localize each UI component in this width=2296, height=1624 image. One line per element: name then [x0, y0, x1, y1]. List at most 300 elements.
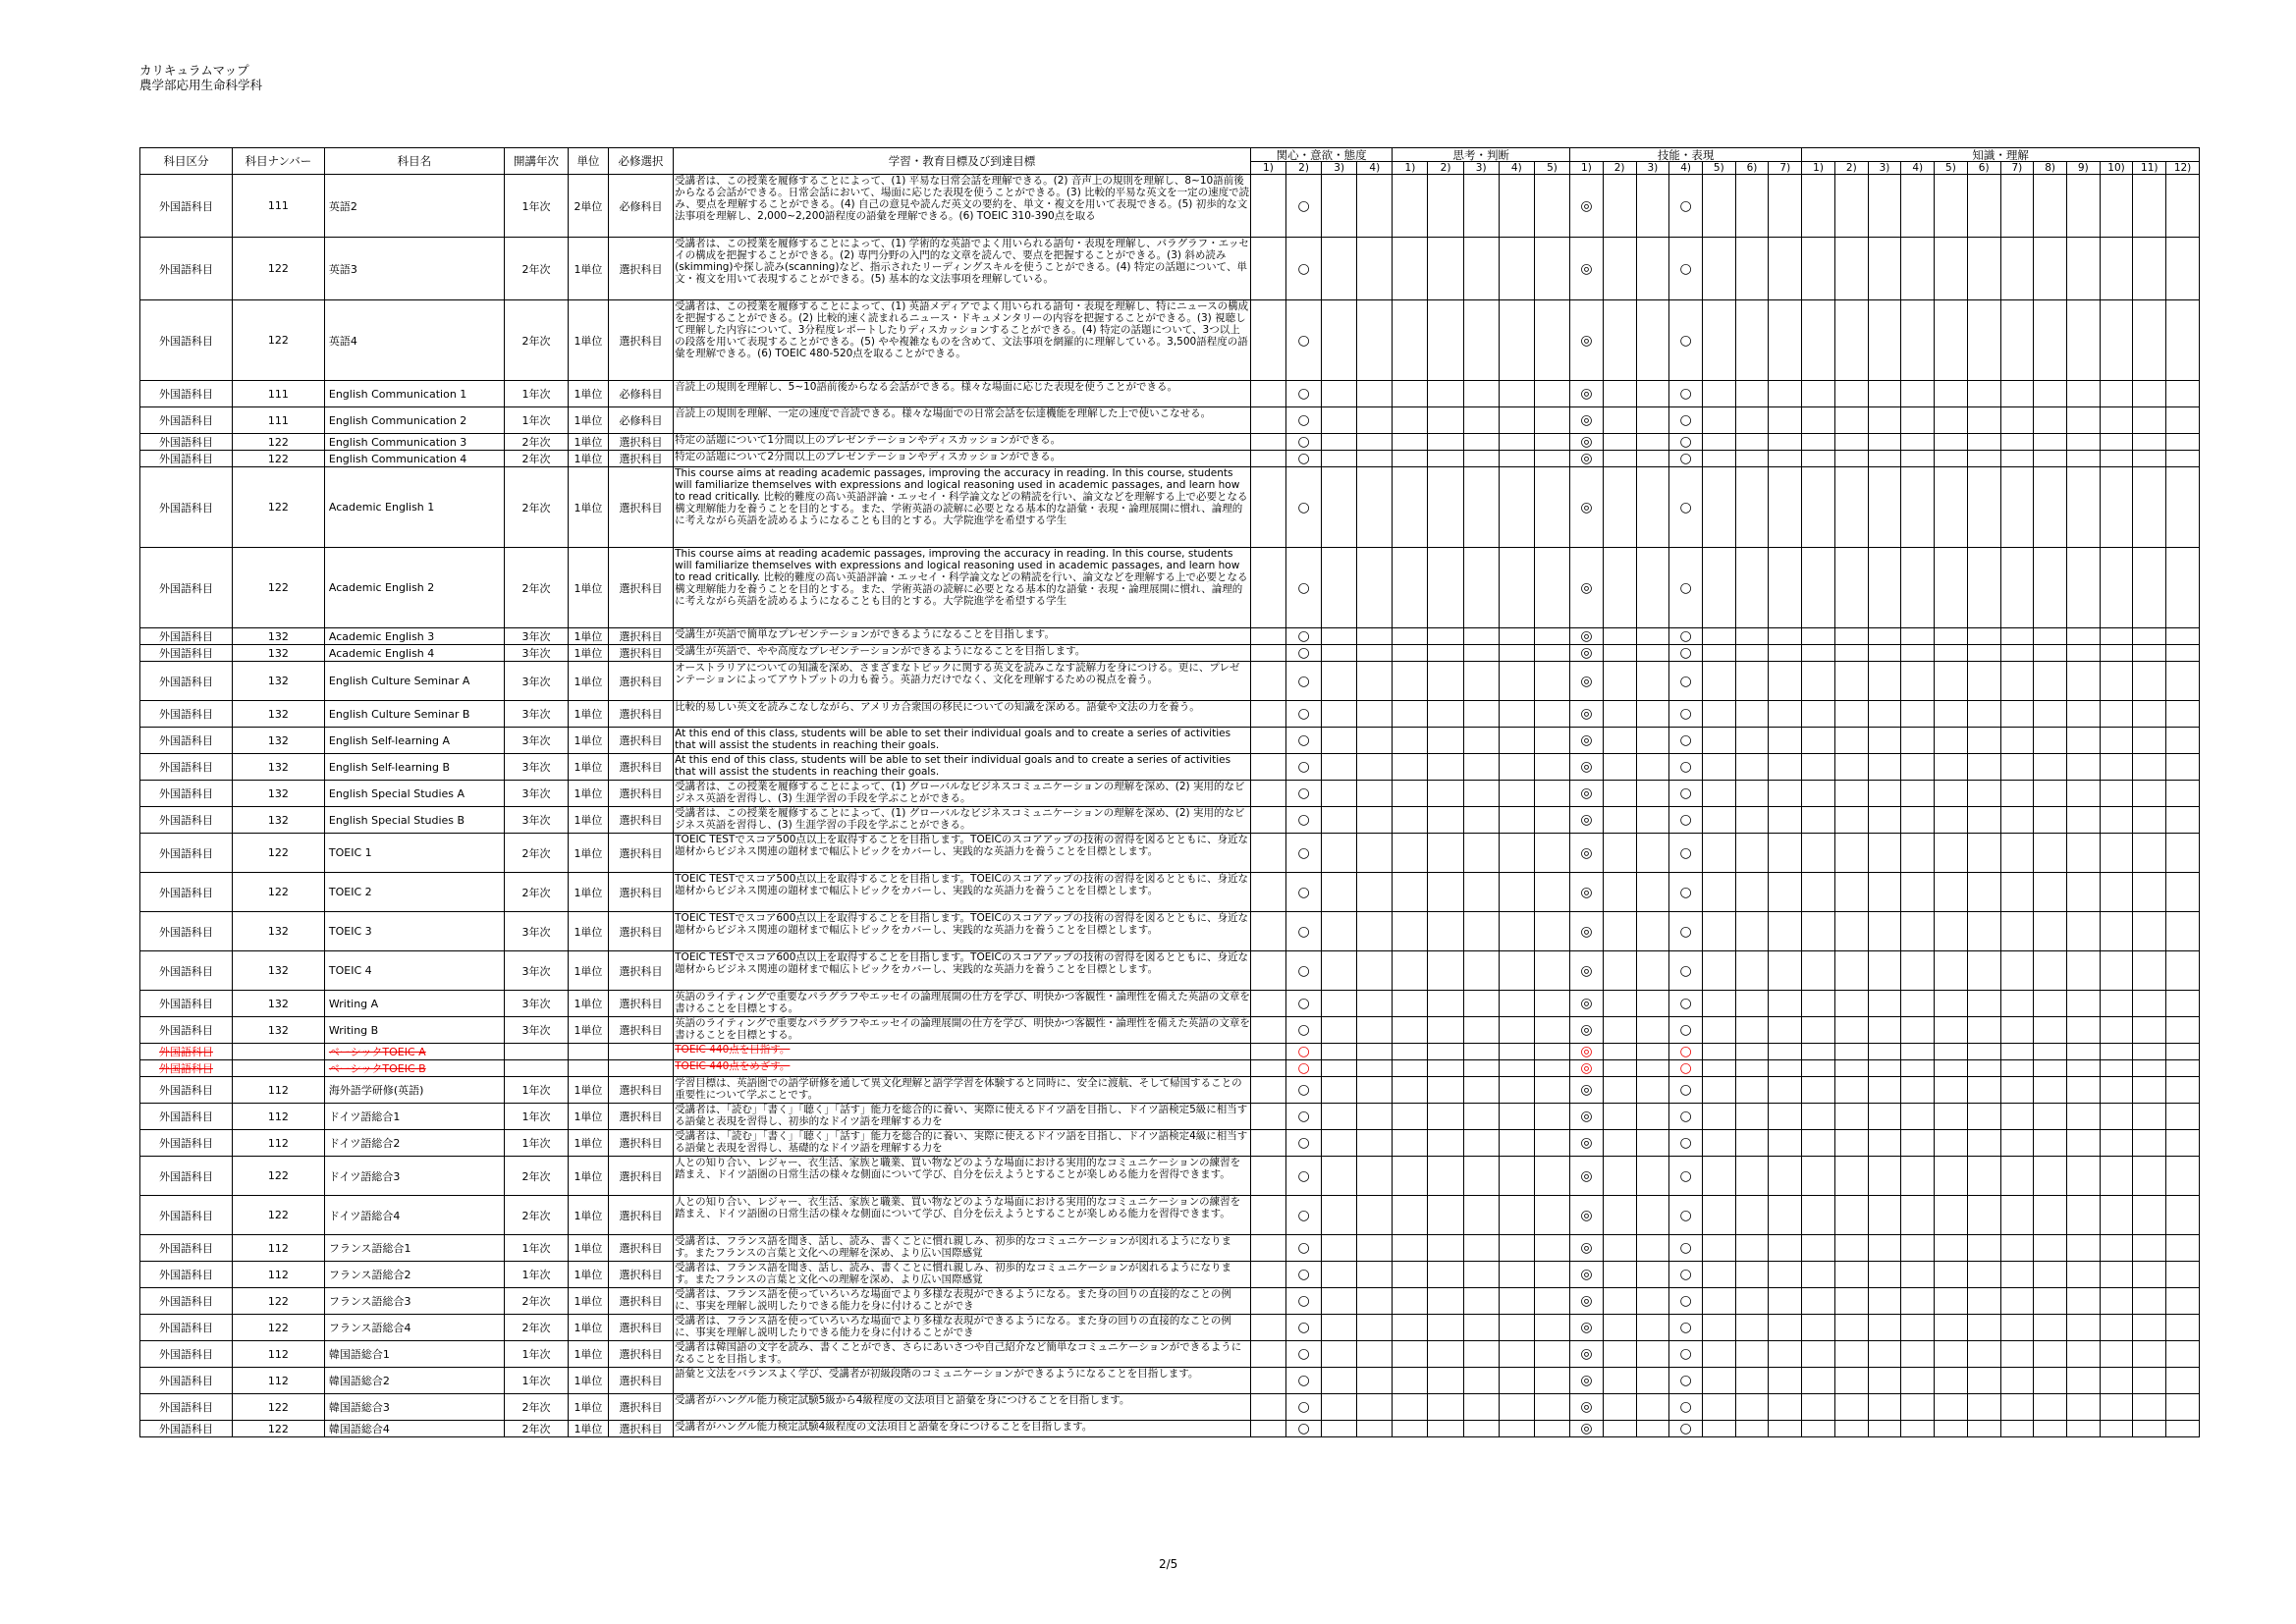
- mark-cell: [1463, 1288, 1499, 1315]
- cell-year: 1年次: [504, 175, 568, 238]
- mark-cell: [1428, 754, 1463, 781]
- mark-cell: [1357, 1315, 1393, 1341]
- mark-cell: [1463, 1196, 1499, 1235]
- mark-cell: [2000, 754, 2034, 781]
- mark-cell: [1603, 873, 1636, 912]
- mark-cell: [1499, 407, 1534, 434]
- mark-cell: [1967, 873, 2000, 912]
- mark-cell: [1636, 951, 1669, 991]
- mark-cell: [1967, 645, 2000, 662]
- mark-symbol: ◎: [1580, 1373, 1593, 1388]
- cell-goals: [674, 645, 1251, 662]
- mark-cell: [1603, 1341, 1636, 1368]
- mark-cell: [1636, 834, 1669, 873]
- cell-kubun: 外国語科目: [140, 1394, 233, 1421]
- mark-cell: [1463, 434, 1499, 451]
- mark-cell: [1285, 1394, 1321, 1421]
- doc-subtitle: 農学部応用生命科学科: [139, 78, 263, 92]
- mark-cell: [1935, 407, 1968, 434]
- mark-cell: [1769, 1315, 1802, 1341]
- mark-cell: [2166, 434, 2200, 451]
- mark-cell: [1769, 1341, 1802, 1368]
- mark-cell: [1534, 1130, 1569, 1157]
- mark-cell: [1534, 1288, 1569, 1315]
- cell-number: [232, 1044, 324, 1060]
- mark-cell: [1357, 467, 1393, 548]
- mark-cell: [1499, 1368, 1534, 1394]
- goal-text: 受講者がハングル能力検定試験5級から4級程度の文法項目と語彙を身につけることを目指します。: [675, 1394, 1130, 1406]
- mark-cell: [1901, 1130, 1935, 1157]
- mark-cell: [2000, 1262, 2034, 1288]
- mark-cell: [1499, 1262, 1534, 1288]
- mark-cell: [1935, 381, 1968, 407]
- mark-cell: [2000, 1315, 2034, 1341]
- mark-cell: [1463, 1315, 1499, 1341]
- mark-cell: [1901, 1288, 1935, 1315]
- cell-number: 122: [232, 873, 324, 912]
- goal-text: 受講生が英語で、やや高度なプレゼンテーションができるようになることを目指します。: [675, 645, 1086, 657]
- subcol-11: 3): [1636, 162, 1669, 175]
- mark-cell: [1534, 238, 1569, 300]
- mark-cell: [1285, 1235, 1321, 1262]
- mark-cell: [1834, 781, 1868, 807]
- mark-cell: [1322, 834, 1357, 873]
- mark-cell: [1285, 1262, 1321, 1288]
- mark-cell: [1357, 1341, 1393, 1368]
- mark-cell: [2133, 991, 2166, 1017]
- cell-credit: 1単位: [568, 1394, 608, 1421]
- mark-cell: [1499, 1017, 1534, 1044]
- mark-cell: [1967, 238, 2000, 300]
- mark-cell: [1834, 1044, 1868, 1060]
- mark-cell: [1428, 451, 1463, 467]
- cell-goals: [674, 1196, 1251, 1235]
- mark-symbol: ◎: [1580, 1167, 1593, 1184]
- mark-cell: [1463, 1394, 1499, 1421]
- mark-cell: [1935, 662, 1968, 701]
- mark-cell: [2034, 1130, 2067, 1157]
- mark-cell: [1534, 645, 1569, 662]
- cell-required: [608, 1044, 673, 1060]
- cell-number: 112: [232, 1130, 324, 1157]
- mark-cell: [1603, 381, 1636, 407]
- mark-cell: [1834, 548, 1868, 628]
- mark-cell: [1428, 381, 1463, 407]
- mark-cell: [1603, 728, 1636, 754]
- mark-cell: [1393, 645, 1428, 662]
- mark-cell: [1285, 662, 1321, 701]
- mark-cell: [1802, 628, 1835, 645]
- cell-name: Writing B: [324, 1017, 504, 1044]
- mark-cell: [1669, 1017, 1703, 1044]
- mark-cell: [1357, 1288, 1393, 1315]
- mark-cell: [1603, 467, 1636, 548]
- mark-cell: [1570, 1196, 1604, 1235]
- mark-symbol: ○: [1297, 1135, 1310, 1151]
- mark-cell: [1802, 1235, 1835, 1262]
- mark-cell: [1868, 548, 1901, 628]
- cell-name: フランス語総合4: [324, 1315, 504, 1341]
- mark-cell: [1393, 951, 1428, 991]
- mark-cell: [2034, 238, 2067, 300]
- mark-cell: [1463, 834, 1499, 873]
- cell-credit: 1単位: [568, 662, 608, 701]
- mark-cell: [1636, 548, 1669, 628]
- mark-cell: [2166, 701, 2200, 728]
- mark-cell: [2066, 1315, 2100, 1341]
- mark-cell: [2133, 467, 2166, 548]
- mark-cell: [1250, 807, 1285, 834]
- mark-cell: [1935, 175, 1968, 238]
- mark-cell: [1570, 991, 1604, 1017]
- mark-cell: [1322, 1017, 1357, 1044]
- cell-required: 選択科目: [608, 807, 673, 834]
- mark-cell: [1393, 1288, 1428, 1315]
- cell-credit: 1単位: [568, 300, 608, 381]
- mark-cell: [1499, 781, 1534, 807]
- mark-symbol: ◎: [1580, 759, 1593, 775]
- subcol-6: 3): [1463, 162, 1499, 175]
- mark-cell: [1250, 1044, 1285, 1060]
- mark-cell: [1322, 1288, 1357, 1315]
- mark-cell: [1802, 434, 1835, 451]
- mark-cell: [1570, 1315, 1604, 1341]
- cell-year: 1年次: [504, 1104, 568, 1130]
- mark-cell: [1570, 548, 1604, 628]
- mark-symbol: ○: [1679, 1167, 1692, 1184]
- mark-cell: [2166, 1262, 2200, 1288]
- mark-symbol: ○: [1679, 1399, 1692, 1415]
- mark-cell: [2100, 1288, 2133, 1315]
- mark-cell: [2066, 701, 2100, 728]
- mark-cell: [2000, 381, 2034, 407]
- cell-required: 選択科目: [608, 300, 673, 381]
- cell-name: TOEIC 4: [324, 951, 504, 991]
- mark-cell: [1636, 754, 1669, 781]
- mark-symbol: ○: [1679, 1320, 1692, 1335]
- mark-symbol: ○: [1297, 197, 1310, 214]
- mark-cell: [1636, 662, 1669, 701]
- cell-year: 2年次: [504, 834, 568, 873]
- mark-cell: [2100, 1421, 2133, 1437]
- mark-cell: [1603, 662, 1636, 701]
- mark-cell: [1393, 1235, 1428, 1262]
- mark-cell: [1735, 381, 1769, 407]
- cell-goals: [674, 300, 1251, 381]
- cell-year: 2年次: [504, 1157, 568, 1196]
- mark-cell: [1636, 628, 1669, 645]
- mark-cell: [2066, 1394, 2100, 1421]
- cell-number: 132: [232, 662, 324, 701]
- mark-cell: [1769, 628, 1802, 645]
- mark-cell: [1669, 754, 1703, 781]
- cell-year: 3年次: [504, 991, 568, 1017]
- mark-symbol: ○: [1297, 1373, 1310, 1388]
- mark-cell: [1499, 1130, 1534, 1157]
- mark-cell: [1428, 645, 1463, 662]
- cell-credit: 1単位: [568, 1235, 608, 1262]
- cell-year: 3年次: [504, 912, 568, 951]
- mark-cell: [1636, 1157, 1669, 1196]
- mark-cell: [1322, 701, 1357, 728]
- mark-symbol: ○: [1297, 1082, 1310, 1098]
- cell-required: 必修科目: [608, 381, 673, 407]
- mark-cell: [1868, 728, 1901, 754]
- mark-cell: [1769, 728, 1802, 754]
- mark-cell: [1669, 1421, 1703, 1437]
- cell-credit: 1単位: [568, 1262, 608, 1288]
- mark-cell: [1834, 1104, 1868, 1130]
- mark-cell: [2066, 1044, 2100, 1060]
- mark-cell: [1735, 728, 1769, 754]
- table-row: [140, 300, 2200, 381]
- mark-cell: [1393, 1421, 1428, 1437]
- mark-cell: [2133, 175, 2166, 238]
- mark-cell: [1967, 1288, 2000, 1315]
- cell-required: 選択科目: [608, 1157, 673, 1196]
- mark-cell: [1802, 1130, 1835, 1157]
- mark-cell: [2100, 1104, 2133, 1130]
- mark-cell: [1802, 238, 1835, 300]
- cell-required: 選択科目: [608, 1288, 673, 1315]
- mark-cell: [2034, 434, 2067, 451]
- cell-kubun: 外国語科目: [140, 1288, 233, 1315]
- mark-cell: [2034, 912, 2067, 951]
- mark-cell: [1935, 238, 1968, 300]
- cell-kubun: 外国語科目: [140, 1196, 233, 1235]
- cell-name: TOEIC 3: [324, 912, 504, 951]
- mark-cell: [1636, 991, 1669, 1017]
- mark-symbol: ○: [1297, 812, 1310, 828]
- mark-cell: [1499, 991, 1534, 1017]
- mark-cell: [2100, 407, 2133, 434]
- mark-cell: [1735, 1235, 1769, 1262]
- mark-cell: [2133, 701, 2166, 728]
- mark-cell: [1603, 1288, 1636, 1315]
- mark-cell: [1669, 548, 1703, 628]
- mark-cell: [1702, 1077, 1735, 1104]
- mark-cell: [2034, 1104, 2067, 1130]
- mark-cell: [1603, 1017, 1636, 1044]
- mark-cell: [1935, 951, 1968, 991]
- mark-cell: [1428, 175, 1463, 238]
- mark-cell: [1250, 451, 1285, 467]
- mark-cell: [1428, 1157, 1463, 1196]
- cell-kubun: 外国語科目: [140, 645, 233, 662]
- mark-symbol: ○: [1297, 1167, 1310, 1184]
- mark-cell: [2034, 467, 2067, 548]
- mark-symbol: ○: [1297, 628, 1310, 644]
- mark-cell: [2166, 1394, 2200, 1421]
- mark-cell: [1834, 1315, 1868, 1341]
- mark-cell: [1322, 662, 1357, 701]
- mark-cell: [1967, 467, 2000, 548]
- cell-required: 選択科目: [608, 701, 673, 728]
- mark-cell: [2000, 1288, 2034, 1315]
- mark-cell: [1769, 873, 1802, 912]
- mark-cell: [1636, 175, 1669, 238]
- mark-cell: [1669, 991, 1703, 1017]
- mark-cell: [2034, 1235, 2067, 1262]
- mark-cell: [1603, 1130, 1636, 1157]
- mark-cell: [2034, 873, 2067, 912]
- mark-cell: [1570, 873, 1604, 912]
- cell-year: 1年次: [504, 1235, 568, 1262]
- mark-cell: [1570, 467, 1604, 548]
- mark-cell: [2000, 548, 2034, 628]
- mark-cell: [1534, 991, 1569, 1017]
- mark-cell: [1499, 175, 1534, 238]
- mark-cell: [1393, 175, 1428, 238]
- mark-cell: [1322, 645, 1357, 662]
- mark-cell: [2000, 807, 2034, 834]
- cell-credit: 1単位: [568, 1077, 608, 1104]
- mark-cell: [1735, 1421, 1769, 1437]
- mark-cell: [1802, 548, 1835, 628]
- mark-cell: [1735, 1060, 1769, 1077]
- doc-title: カリキュラムマップ: [139, 63, 249, 78]
- mark-cell: [1636, 728, 1669, 754]
- mark-cell: [2100, 1060, 2133, 1077]
- mark-cell: [2100, 238, 2133, 300]
- mark-cell: [1463, 238, 1499, 300]
- mark-cell: [1935, 1368, 1968, 1394]
- cell-required: 選択科目: [608, 628, 673, 645]
- mark-cell: [1428, 300, 1463, 381]
- mark-cell: [1428, 434, 1463, 451]
- cell-credit: 1単位: [568, 1315, 608, 1341]
- cell-name: English Self-learning B: [324, 754, 504, 781]
- mark-cell: [2133, 1017, 2166, 1044]
- mark-cell: [1901, 754, 1935, 781]
- mark-cell: [1935, 1421, 1968, 1437]
- mark-cell: [1570, 951, 1604, 991]
- mark-cell: [1570, 701, 1604, 728]
- cell-goals: [674, 451, 1251, 467]
- mark-cell: [1534, 1196, 1569, 1235]
- mark-cell: [1570, 628, 1604, 645]
- mark-cell: [1250, 1421, 1285, 1437]
- cell-kubun: 外国語科目: [140, 1017, 233, 1044]
- cell-credit: 1単位: [568, 1104, 608, 1130]
- mark-cell: [1802, 1017, 1835, 1044]
- col-goals: 学習・教育目標及び到達目標: [674, 148, 1251, 175]
- mark-cell: [1636, 1060, 1669, 1077]
- cell-number: 122: [232, 434, 324, 451]
- mark-cell: [1935, 1044, 1968, 1060]
- table-row: [140, 834, 2200, 873]
- mark-cell: [1901, 451, 1935, 467]
- mark-cell: [1603, 175, 1636, 238]
- cell-number: [232, 1060, 324, 1077]
- cell-kubun: 外国語科目: [140, 238, 233, 300]
- mark-cell: [1428, 873, 1463, 912]
- table-row: [140, 873, 2200, 912]
- cell-name: English Culture Seminar A: [324, 662, 504, 701]
- mark-cell: [1636, 645, 1669, 662]
- cell-credit: 1単位: [568, 467, 608, 548]
- mark-cell: [1802, 1077, 1835, 1104]
- mark-symbol: ◎: [1580, 499, 1593, 515]
- mark-cell: [1250, 1315, 1285, 1341]
- mark-cell: [2066, 407, 2100, 434]
- mark-cell: [1636, 781, 1669, 807]
- cell-credit: 1単位: [568, 912, 608, 951]
- mark-cell: [2034, 1421, 2067, 1437]
- mark-cell: [2034, 1060, 2067, 1077]
- mark-cell: [1702, 991, 1735, 1017]
- mark-cell: [1702, 951, 1735, 991]
- mark-cell: [1834, 991, 1868, 1017]
- mark-cell: [2000, 951, 2034, 991]
- mark-cell: [1669, 451, 1703, 467]
- mark-cell: [1967, 1044, 2000, 1060]
- mark-symbol: ○: [1297, 962, 1310, 979]
- mark-cell: [1393, 1196, 1428, 1235]
- document-header: [139, 63, 262, 92]
- mark-cell: [1834, 873, 1868, 912]
- mark-cell: [1499, 873, 1534, 912]
- cell-year: 3年次: [504, 628, 568, 645]
- mark-cell: [2166, 951, 2200, 991]
- col-name: 科目名: [324, 148, 504, 175]
- table-row: [140, 1044, 2200, 1060]
- mark-cell: [1735, 451, 1769, 467]
- mark-cell: [1285, 873, 1321, 912]
- mark-cell: [1735, 434, 1769, 451]
- mark-cell: [2100, 991, 2133, 1017]
- cell-year: 1年次: [504, 1077, 568, 1104]
- mark-cell: [1570, 1262, 1604, 1288]
- cell-number: 112: [232, 1104, 324, 1130]
- mark-symbol: ○: [1679, 1060, 1692, 1076]
- mark-cell: [1250, 645, 1285, 662]
- mark-cell: [1570, 175, 1604, 238]
- cell-credit: 2単位: [568, 175, 608, 238]
- mark-cell: [1702, 1157, 1735, 1196]
- cell-goals: [674, 407, 1251, 434]
- mark-cell: [1967, 951, 2000, 991]
- mark-cell: [1499, 1077, 1534, 1104]
- mark-symbol: ○: [1297, 1207, 1310, 1223]
- mark-cell: [1834, 1394, 1868, 1421]
- mark-cell: [1901, 781, 1935, 807]
- subcol-10: 2): [1603, 162, 1636, 175]
- mark-cell: [1357, 548, 1393, 628]
- table-row: [140, 701, 2200, 728]
- mark-cell: [2034, 300, 2067, 381]
- col-required: 必修選択: [608, 148, 673, 175]
- mark-cell: [1769, 834, 1802, 873]
- mark-cell: [1834, 645, 1868, 662]
- mark-cell: [1250, 628, 1285, 645]
- cell-goals: [674, 1421, 1251, 1437]
- mark-cell: [1935, 873, 1968, 912]
- mark-cell: [1769, 1368, 1802, 1394]
- mark-cell: [1868, 1288, 1901, 1315]
- mark-cell: [1769, 991, 1802, 1017]
- mark-cell: [1636, 1104, 1669, 1130]
- mark-cell: [2066, 300, 2100, 381]
- cell-kubun: 外国語科目: [140, 1157, 233, 1196]
- mark-cell: [1285, 1421, 1321, 1437]
- cell-goals: [674, 434, 1251, 451]
- mark-cell: [1322, 1060, 1357, 1077]
- mark-cell: [1534, 628, 1569, 645]
- mark-cell: [1499, 1235, 1534, 1262]
- mark-cell: [1834, 1235, 1868, 1262]
- mark-cell: [1901, 991, 1935, 1017]
